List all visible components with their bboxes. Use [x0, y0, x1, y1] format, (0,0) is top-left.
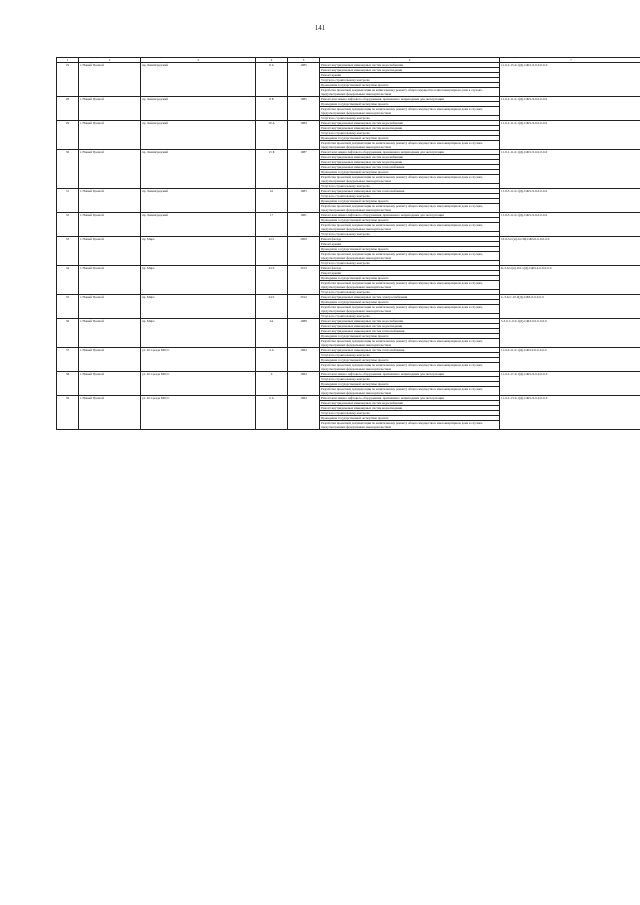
street-cell: пр. Ленинградский [141, 97, 256, 121]
table-row [57, 150, 640, 155]
col-header-4: 4 [256, 58, 288, 63]
col-header-3: 3 [141, 58, 256, 63]
year-cell: 1981 [288, 213, 320, 237]
street-cell: пр. Мира [141, 295, 256, 319]
work-item: Услуги по строительному контролю [320, 411, 500, 416]
year-cell: 2012 [288, 295, 320, 319]
city-cell: г. Новый Уренгой [79, 63, 141, 97]
street-cell: пр. Ленинградский [141, 63, 256, 97]
work-item: Услуги по строительному контролю [320, 116, 500, 121]
year-cell: 1985 [288, 63, 320, 97]
code-cell: 11-9-2-15-0-1(Д)-СЖЗ-Л-0-0-0-0-0 [500, 63, 640, 97]
work-item: Услуги по строительному контролю [320, 131, 500, 136]
work-item: Проведение государственной экспертизы проекта [320, 247, 500, 252]
work-item: Разработка проектной документации по капитальному ремонту общего имущества в многоквартирном доме в случаях, предусмотренных федеральным законодательством [320, 305, 500, 314]
work-item: Ремонт или замена лифтового оборудования, признанного непригодным для эксплуатации [320, 372, 500, 377]
work-item: Разработка проектной документации на капитальному ремонту общего имущества в многоквартирном доме в случаях, предусмотренных федеральным законодательством [320, 88, 500, 97]
city-cell: г. Новый Уренгой [79, 295, 141, 319]
table-row [57, 63, 640, 68]
table-row [57, 213, 640, 218]
work-item: Разработка проектной документации по капитальному ремонту общего имущества в многоквартирном доме в случаях, предусмотренных федеральным законодательством [320, 363, 500, 372]
city-cell: г. Новый Уренгой [79, 97, 141, 121]
year-cell: 1984 [288, 396, 320, 430]
work-item: Услуги по строительному контролю [320, 377, 500, 382]
work-item: Ремонт внутридомовых инженерных систем водоотведения [320, 126, 500, 131]
work-item: Ремонт внутридомовых инженерных систем теплоснабжения [320, 348, 500, 353]
code-cell: 11-9-2-11-0-1(Д)-СЖЗ-Л-0-0-0-0-0 [500, 121, 640, 150]
work-item: Услуги по строительному контролю [320, 353, 500, 358]
work-item: Разработка проектной документации по капитальному ремонту общего имущества в многоквартирном доме в случаях, предусмотренных федеральным законодательством [320, 387, 500, 396]
code-cell: С-3-6-С-10-0(Д)-СЖЗ-0-0-0-0-0 [500, 295, 640, 319]
work-item: Ремонт крыши [320, 242, 500, 247]
work-item: Разработка проектной документации по капитальному ремонту общего имущества в многоквартирном доме в случаях, предусмотренных федеральным законодательством [320, 141, 500, 150]
work-item: Ремонт или замена лифтового оборудования, признанного непригодным для эксплуатации [320, 150, 500, 155]
work-item: Ремонт внутридомовых инженерных систем водоснабжения [320, 63, 500, 68]
work-item: Ремонт внутридомовых инженерных систем теплоснабжения [320, 189, 500, 194]
work-item: Проведение государственной экспертизы проекта [320, 102, 500, 107]
house-cell: 4 А [256, 348, 288, 372]
work-item: Проведение государственной экспертизы проекта [320, 358, 500, 363]
table-row [57, 319, 640, 324]
work-item: Проведение государственной экспертизы проекта [320, 300, 500, 305]
work-item: Ремонт внутридомовых инженерных систем электроснабжения [320, 295, 500, 300]
work-item: Разработка проектной документации по капитальному ремонту общего имущества в многоквартирном доме в случаях, предусмотренных федеральным законодательством [320, 223, 500, 232]
city-cell: г. Новый Уренгой [79, 266, 141, 295]
work-item: Ремонт внутридомовых инженерных систем водоснабжения [320, 155, 500, 160]
work-item: Ремонт внутридомовых инженерных систем водоснабжения [320, 121, 500, 126]
work-item: Ремонт фасада [320, 237, 500, 242]
table-row [57, 396, 640, 401]
work-item: Проведение государственной экспертизы проекта [320, 334, 500, 339]
street-cell: ул. 26 Съезда КПСС [141, 348, 256, 372]
work-item: Проведение государственной экспертизы проекта [320, 136, 500, 141]
row-number: 33 [57, 237, 79, 266]
street-cell: пр. Мира [141, 319, 256, 348]
work-item: Разработка проектной документации по капитальному ремонту общего имущества в многоквартирном доме в случаях, предусмотренных федеральным законодательством [320, 204, 500, 213]
city-cell: г. Новый Уренгой [79, 150, 141, 189]
col-header-1: 1 [57, 58, 79, 63]
city-cell: г. Новый Уренгой [79, 213, 141, 237]
work-item: Ремонт внутридомовых инженерных систем теплоснабжения [320, 165, 500, 170]
house-cell: 15 Б [256, 150, 288, 189]
row-number: 30 [57, 150, 79, 189]
house-cell: 24/2 [256, 295, 288, 319]
code-cell: 5-3-6-С-0-0-1(Д)-СЖЗ-0-0-0-0-0-0 [500, 319, 640, 348]
col-header-5: 5 [288, 58, 320, 63]
row-number: 35 [57, 295, 79, 319]
city-cell: г. Новый Уренгой [79, 348, 141, 372]
work-item: Разработка проектной документации по капитальному ремонту общего имущества в многоквартирном доме в случаях, предусмотренных федеральным законодательством [320, 252, 500, 261]
work-item: Ремонт внутридомовых инженерных систем водоснабжения [320, 401, 500, 406]
street-cell: пр. Ленинградский [141, 150, 256, 189]
year-cell: 1985 [288, 97, 320, 121]
work-item: Ремонт крыши [320, 73, 500, 78]
code-cell: 11-9-5-11-0-1(Д)-СЖЗ-Л-0-0-0-0-0 [500, 213, 640, 237]
code-cell: 11-9-6-11-0-1(Д)-СЖЗ-0-0-0-0-0-0 [500, 348, 640, 372]
work-item: Проведение государственной экспертизы проекта [320, 416, 500, 421]
year-cell: 1988 [288, 319, 320, 348]
code-cell: 11-9-2-13-0-1(Д)-СЖЗ-Л-0-0-0-0-0 [500, 396, 640, 430]
code-cell: 11-9-5-11-0-1(Д)-СЖЗ-Л-0-0-0-0-0 [500, 189, 640, 213]
house-cell: 8 Б [256, 97, 288, 121]
table-row [57, 97, 640, 102]
row-number: 38 [57, 372, 79, 396]
work-item: Услуги по строительному контролю [320, 194, 500, 199]
street-cell: ул. 26 Съезда КПСС [141, 396, 256, 430]
house-cell: 10 А [256, 121, 288, 150]
code-cell: 11-9-1-11-0-1(Д)-СЖЗ-Л-0-0-0-0-0 [500, 150, 640, 189]
year-cell: 1984 [288, 348, 320, 372]
work-item: Услуги по строительному контролю [320, 184, 500, 189]
row-number: 25 [57, 63, 79, 97]
house-cell: 2А [256, 319, 288, 348]
work-item: Ремонт внутридомовых инженерных систем водоотведения [320, 160, 500, 165]
street-cell: пр. Мира [141, 237, 256, 266]
year-cell: 1987 [288, 150, 320, 189]
work-item: Ремонт внутридомовых инженерных систем водоотведения [320, 68, 500, 73]
year-cell: 1984 [288, 372, 320, 396]
work-item: Услуги по строительному контролю [320, 232, 500, 237]
work-item: Проведение государственной экспертизы проекта [320, 83, 500, 88]
street-cell: пр. Ленинградский [141, 213, 256, 237]
city-cell: г. Новый Уренгой [79, 319, 141, 348]
table-row [57, 189, 640, 194]
work-item: Разработка проектной документации по капитальному ремонту общего имущества в многоквартирном доме в случаях, предусмотренных федеральным законодательством [320, 175, 500, 184]
street-cell: ул. 26 Съезда КПСС [141, 372, 256, 396]
page-number: 141 [314, 24, 326, 32]
row-number: 37 [57, 348, 79, 372]
work-item: Ремонт или замена лифтового оборудования, признанного непригодным для эксплуатации [320, 213, 500, 218]
work-item: Разработка проектной документации по капитальному ремонту общего имущества в многоквартирном доме в случаях, предусмотренных федеральным законодательством [320, 339, 500, 348]
row-number: 39 [57, 396, 79, 430]
row-number: 29 [57, 121, 79, 150]
work-item: Проведение государственной экспертизы проекта [320, 170, 500, 175]
city-cell: г. Новый Уренгой [79, 189, 141, 213]
house-cell: 6 [256, 372, 288, 396]
work-item: Услуги по строительному контролю [320, 78, 500, 83]
work-item: Проведение государственной экспертизы проекта [320, 382, 500, 387]
street-cell: пр. Мира [141, 266, 256, 295]
work-item: Проведение государственной экспертизы проекта [320, 199, 500, 204]
street-cell: пр. Ленинградский [141, 189, 256, 213]
street-cell: пр. Ленинградский [141, 121, 256, 150]
year-cell: 2013 [288, 266, 320, 295]
house-cell: 16 [256, 189, 288, 213]
work-item: Ремонт или замена лифтового оборудования, признанного непригодным для эксплуатации [320, 97, 500, 102]
register-table [56, 57, 640, 430]
work-item: Проведение государственной экспертизы проекта [320, 276, 500, 281]
house-cell: 8 А [256, 63, 288, 97]
col-header-6: 6 [320, 58, 500, 63]
work-item: Ремонт крыши [320, 271, 500, 276]
code-cell: 10-9-3-С(м)-0-СЩ-СЖЗ-0-0-0-0-0-0 [500, 237, 640, 266]
work-item: Разработка проектной документации по капитальному ремонту общего имущества в многоквартирном доме в случаях, предусмотренных федеральным законодательством [320, 281, 500, 290]
house-cell: 17 [256, 213, 288, 237]
work-item: Ремонт внутридомовых инженерных систем теплоснабжения [320, 329, 500, 334]
code-cell: К-3-6-С(м)-0-0-1(Д)-СЖЗ-4-0-0-0-0-0 [500, 266, 640, 295]
row-number: 34 [57, 266, 79, 295]
year-cell: 1984 [288, 121, 320, 150]
row-number: 31 [57, 189, 79, 213]
city-cell: г. Новый Уренгой [79, 121, 141, 150]
city-cell: г. Новый Уренгой [79, 372, 141, 396]
row-number: 36 [57, 319, 79, 348]
year-cell: 1983 [288, 189, 320, 213]
work-item: Ремонт внутридомовых инженерных систем водоснабжения [320, 319, 500, 324]
work-item: Ремонт или замена лифтового оборудования, признанного непригодным для эксплуатации [320, 396, 500, 401]
house-cell: 22/2 [256, 266, 288, 295]
city-cell: г. Новый Уренгой [79, 396, 141, 430]
house-cell: 6 А [256, 396, 288, 430]
work-item: Услуги по строительному контролю [320, 314, 500, 319]
work-item: Ремонт внутридомовых инженерных систем водоотведения [320, 406, 500, 411]
col-header-7: 7 [500, 58, 640, 63]
city-cell: г. Новый Уренгой [79, 237, 141, 266]
code-cell: 11-9-2-11-0-1(Д)-СЖЗ-Л-0-0-0-0-0 [500, 97, 640, 121]
table-row [57, 295, 640, 300]
work-item: Проведение государственной экспертизы проекта [320, 218, 500, 223]
work-item: Ремонт внутридомовых инженерных систем водоотведения [320, 324, 500, 329]
table-row [57, 372, 640, 377]
work-item: Ремонт фасада [320, 266, 500, 271]
year-cell: 2009 [288, 237, 320, 266]
work-item: Услуги по строительному контролю [320, 261, 500, 266]
code-cell: 11-9-2-17-0-1(Д)-СЖЗ-Л-0-0-0-0-0 [500, 372, 640, 396]
table-row [57, 121, 640, 126]
register-body [57, 63, 640, 430]
table-row [57, 348, 640, 353]
row-number: 28 [57, 97, 79, 121]
work-item: Разработка проектной документации по капитальному ремонту общего имущества в многоквартирном доме в случаях, предусмотренных федеральным законодательством [320, 107, 500, 116]
row-number: 32 [57, 213, 79, 237]
work-item: Услуги по строительному контролю [320, 290, 500, 295]
work-item: Разработка проектной документации по капитальному ремонту общего имущества в многоквартирном доме в случаях, предусмотренных федеральным законодательством [320, 421, 500, 430]
house-cell: 22/1 [256, 237, 288, 266]
col-header-2: 2 [79, 58, 141, 63]
